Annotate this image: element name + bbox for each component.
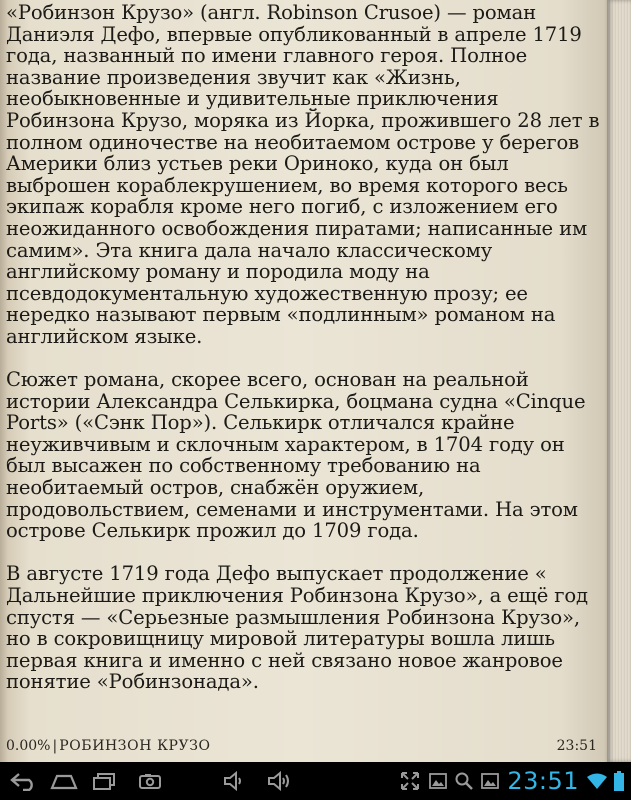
system-navigation-bar (0, 762, 631, 800)
paragraph-2: Сюжет романа, скорее всего, основан на реальной истории Александра Селькирка, боцмана судна «Cinque Ports» («Сэнк Пор»). Селькирк отличался крайне неуживчивым и склочным характером, в 1704 году он был высажен по собственному требованию на необитаемый остров, снабжён оружием, продовольствием, семенами и инструментами. На этом острове Селькирк прожил до 1709 года. (6, 368, 586, 543)
image-icon (480, 772, 500, 790)
notification-image-2[interactable] (477, 762, 503, 800)
wifi-status (585, 762, 609, 800)
book-text (6, 2, 606, 715)
reader-footer (6, 737, 597, 755)
page-stack-edge (607, 0, 631, 762)
battery-icon (613, 770, 625, 792)
volume-down-icon (221, 770, 247, 792)
reading-progress: 0.00% (6, 738, 51, 754)
recent-apps-button[interactable] (84, 762, 124, 800)
volume-down-button[interactable] (214, 762, 254, 800)
screenshot-icon (137, 771, 163, 791)
home-icon (49, 771, 79, 791)
wifi-icon (586, 772, 608, 790)
notification-image-1[interactable] (425, 762, 451, 800)
fullscreen-button[interactable] (395, 762, 425, 800)
paragraph-1: «Робинзон Крузо» (англ. Robinson Crusoe) — роман Даниэля Дефо, впервые опубликованный в апреле 1719 года, названный по имени главного героя. Полное название произведения звучит как «Жизнь, необыкновенные и удивительные приключения Робинзона Крузо, моряка из Йорка, прожившего 28 лет в полном одиночестве на необитаемом острове у берегов Америки близ устьев реки Ориноко, куда он был выброшен кораблекрушением, во время которого весь экипаж корабля кроме него погиб, с изложением его неожиданного освобождения пиратами; написанные им самим». Эта книга дала начало классическому английскому роману и породила моду на псевдодокументальную художественную прозу; ее нередко называют первым «подлинным» романом на английском языке. (6, 1, 600, 348)
back-icon (9, 771, 39, 791)
status-clock[interactable]: 23:51 (507, 767, 579, 795)
back-button[interactable] (4, 762, 44, 800)
book-title: РОБИНЗОН КРУЗО (59, 738, 211, 754)
paragraph-3: В августе 1719 года Дефо выпускает продолжение « Дальнейшие приключения Робинзона Крузо», а ещё год спустя — «Серьезные размышления Робинзона Крузо», но в сокровищницу мировой литературы вошла лишь первая книга и именно с ней связано новое жанровое понятие «Робинзонада». (6, 562, 588, 694)
recent-apps-icon (89, 771, 119, 791)
screenshot-button[interactable] (130, 762, 170, 800)
volume-up-button[interactable] (260, 762, 300, 800)
footer-separator: | (52, 738, 58, 754)
footer-time: 23:51 (556, 738, 597, 754)
home-button[interactable] (44, 762, 84, 800)
battery-status (609, 762, 629, 800)
volume-up-icon (266, 770, 294, 792)
search-button[interactable] (451, 762, 477, 800)
image-icon (428, 772, 448, 790)
fullscreen-icon (399, 770, 421, 792)
search-icon (454, 771, 474, 791)
